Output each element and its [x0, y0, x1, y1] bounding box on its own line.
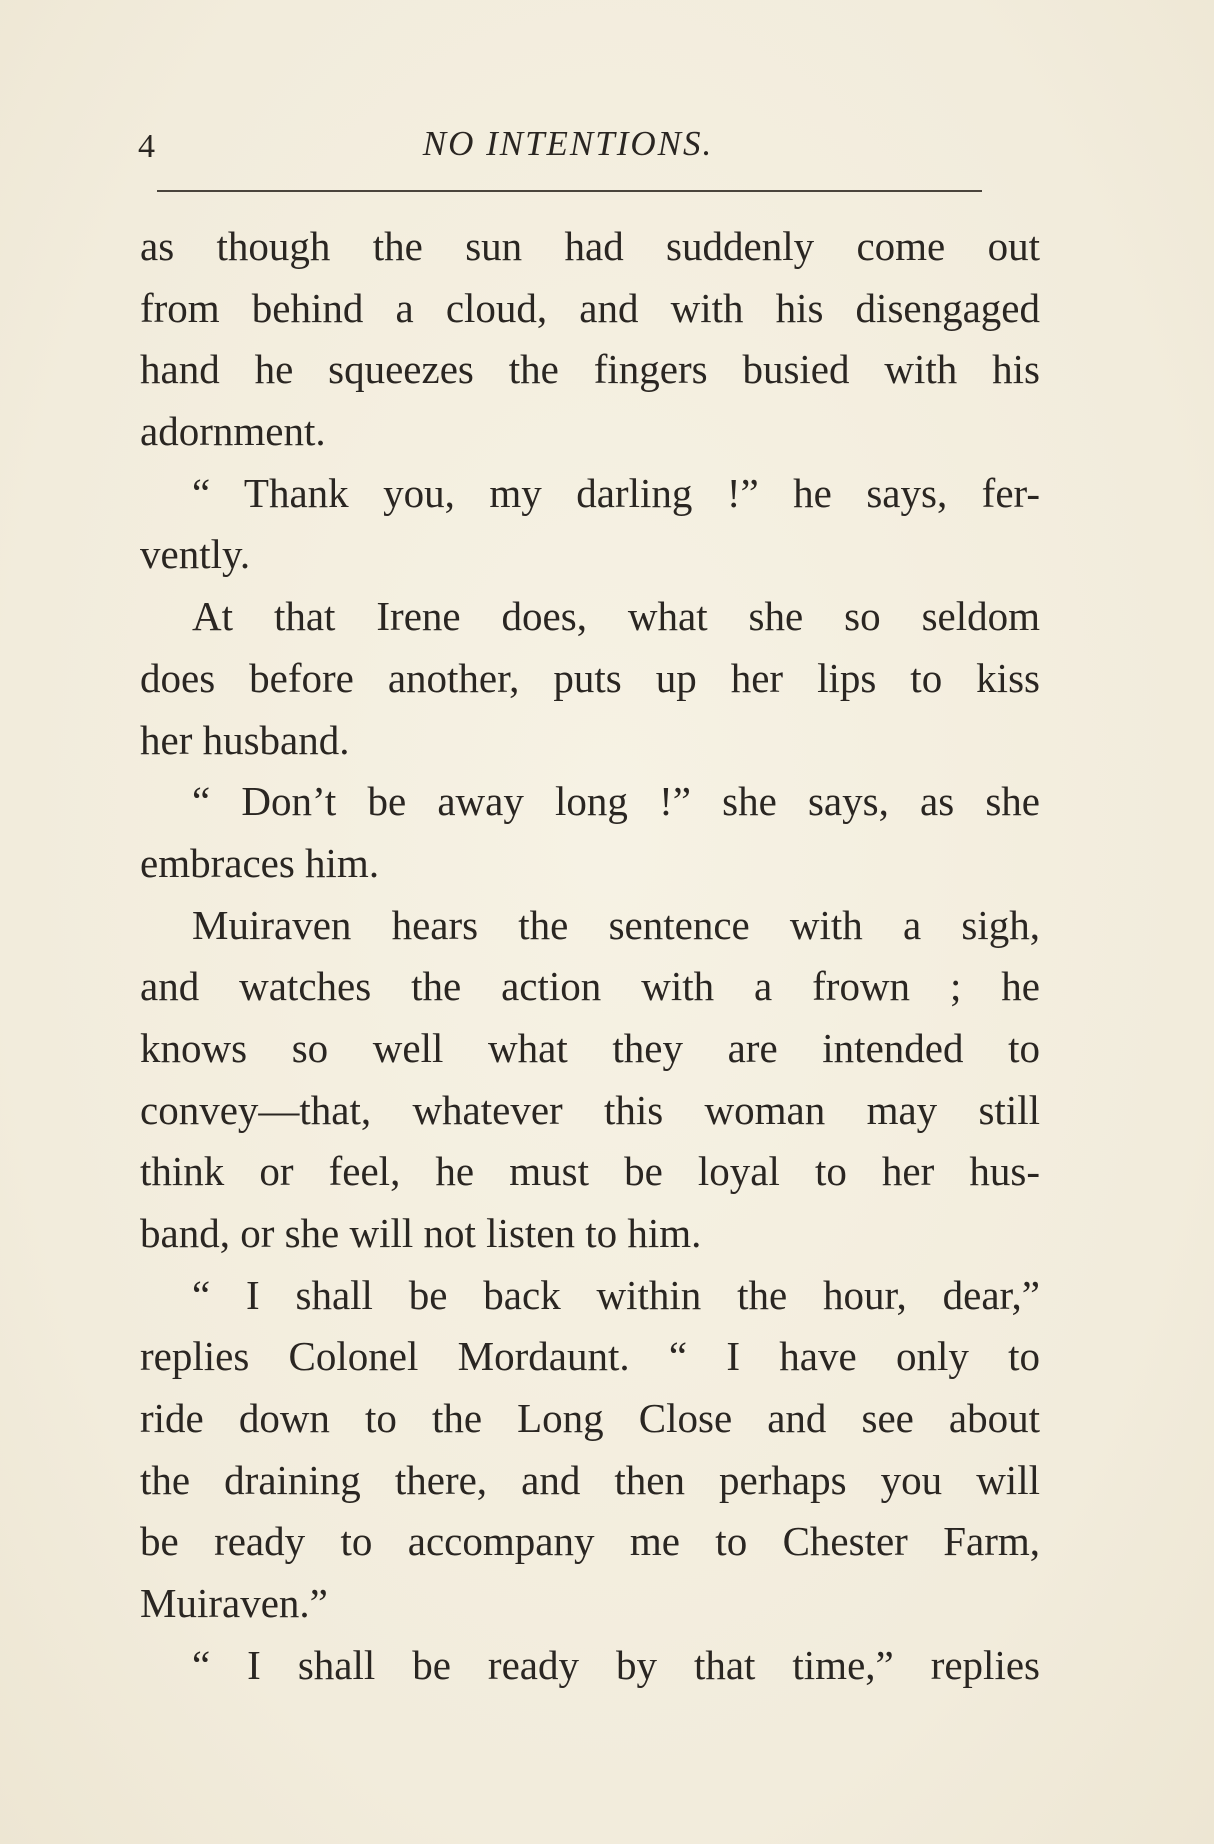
- running-title: NO INTENTIONS.: [422, 124, 714, 163]
- text-line: At that Irene does, what she so seldom: [192, 593, 1040, 640]
- running-head: [138, 124, 998, 174]
- text-line: replies Colonel Mordaunt. “ I have only to: [140, 1333, 1040, 1380]
- text-line: Muiraven hears the sentence with a sigh,: [192, 901, 1040, 948]
- text-line: knows so well what they are intended to: [140, 1024, 1040, 1071]
- text-line: “ Thank you, my darling !” he says, fer-: [192, 469, 1040, 516]
- text-line: convey—that, whatever this woman may still: [140, 1086, 1040, 1133]
- text-line: think or feel, he must be loyal to her hus-: [140, 1148, 1040, 1195]
- text-line: “ I shall be back within the hour, dear,”: [192, 1271, 1040, 1318]
- text-line: be ready to accompany me to Chester Farm,: [140, 1518, 1040, 1565]
- text-line: as though the sun had suddenly come out: [140, 223, 1040, 269]
- text-line: and watches the action with a frown ; he: [140, 963, 1040, 1010]
- text-line: “ Don’t be away long !” she says, as she: [192, 778, 1040, 825]
- text-line: hand he squeezes the fingers busied with his: [140, 346, 1040, 393]
- text-line: band, or she will not listen to him.: [140, 1210, 702, 1256]
- body-text: [140, 216, 1040, 1697]
- header-rule: [157, 190, 982, 192]
- text-line: the draining there, and then perhaps you will: [140, 1456, 1040, 1503]
- text-line: adornment.: [140, 408, 326, 455]
- text-line: Muiraven.”: [140, 1580, 328, 1627]
- text-line: vently.: [140, 531, 251, 578]
- text-line: does before another, puts up her lips to kiss: [140, 654, 1040, 701]
- text-line: her husband.: [140, 716, 350, 763]
- text-line: ride down to the Long Close and see about: [140, 1395, 1040, 1442]
- text-line: embraces him.: [140, 839, 380, 886]
- text-line: “ I shall be ready by that time,” replies: [192, 1641, 1040, 1688]
- text-line: from behind a cloud, and with his disengaged: [140, 284, 1040, 331]
- page-number: 4: [138, 128, 155, 165]
